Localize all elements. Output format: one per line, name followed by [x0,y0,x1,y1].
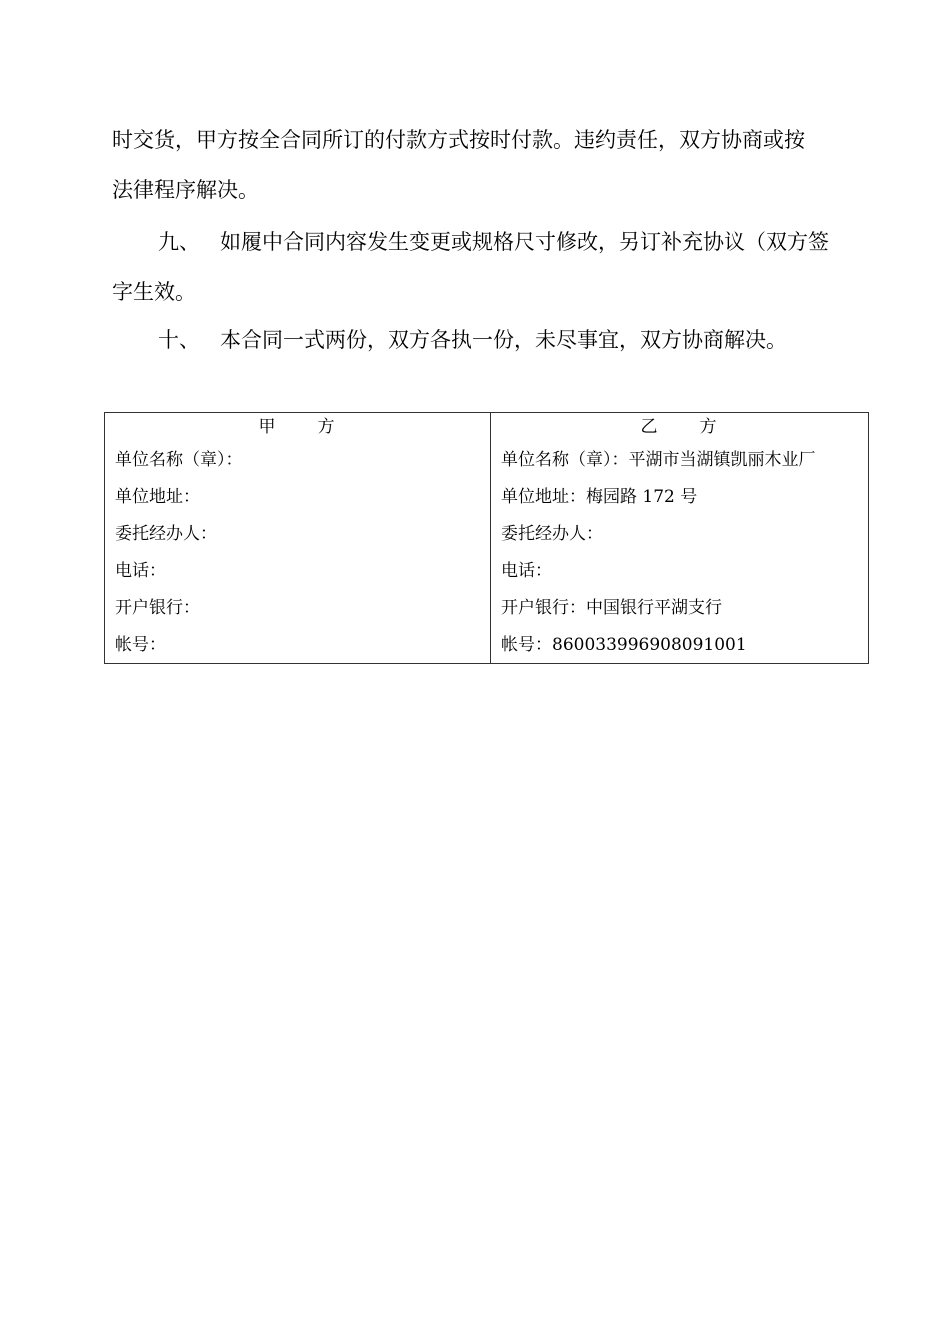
party-a-phone-label: 电话： [115,561,166,581]
party-a-header-char-2: 方 [317,417,337,437]
party-a-account-label: 帐号： [115,635,166,655]
party-b-header [491,417,868,437]
clause-9-continuation: 字生效。 [112,280,196,304]
party-b-address-row [501,486,697,508]
party-b-agent-row [501,523,603,545]
party-a-agent-label: 委托经办人： [115,524,217,544]
party-b-account-label: 帐号： [501,635,552,655]
party-a-bank-row [115,597,200,619]
paragraph-line-1: 时交货，甲方按全合同所订的付款方式按时付款。违约责任，双方协商或按 [112,128,805,152]
party-b-agent-label: 委托经办人： [501,524,603,544]
party-a-header-char-1: 甲 [258,417,278,437]
party-b-phone-row [501,560,552,582]
party-b-phone-label: 电话： [501,561,552,581]
party-a-address-label: 单位地址： [115,487,200,507]
clause-9-number: 九、 [158,230,200,254]
party-a-name-label: 单位名称（章）： [115,450,243,470]
party-b-bank-value: 中国银行平湖支行 [586,598,722,618]
party-a-phone-row [115,560,166,582]
clause-10-number: 十、 [158,328,200,352]
party-b-account-value: 860033996908091001 [552,635,747,655]
party-a-account-row [115,634,166,656]
party-a-cell [105,413,491,664]
clause-10 [158,326,787,354]
party-b-header-char-1: 乙 [640,417,660,437]
party-b-address-label: 单位地址： [501,487,586,507]
clause-9 [158,228,829,256]
party-b-name-row [501,449,816,471]
paragraph-line-2: 法律程序解决。 [112,178,259,202]
clause-9-text: 如履中合同内容发生变更或规格尺寸修改，另订补充协议（双方签 [220,230,829,254]
clause-10-text: 本合同一式两份，双方各执一份，未尽事宜，双方协商解决。 [220,328,787,352]
party-a-agent-row [115,523,217,545]
party-a-name-row [115,449,243,471]
party-b-account-row [501,634,747,656]
party-b-name-label: 单位名称（章）： [501,450,629,470]
party-a-bank-label: 开户银行： [115,598,200,618]
party-info-table [104,412,869,664]
party-a-header [105,417,490,437]
party-b-bank-row [501,597,722,619]
party-b-bank-label: 开户银行： [501,598,586,618]
party-b-header-char-2: 方 [699,417,719,437]
party-b-cell [491,413,869,664]
party-a-address-row [115,486,200,508]
party-b-name-value: 平湖市当湖镇凯丽木业厂 [628,450,816,470]
party-b-address-value: 梅园路 172 号 [586,487,698,507]
